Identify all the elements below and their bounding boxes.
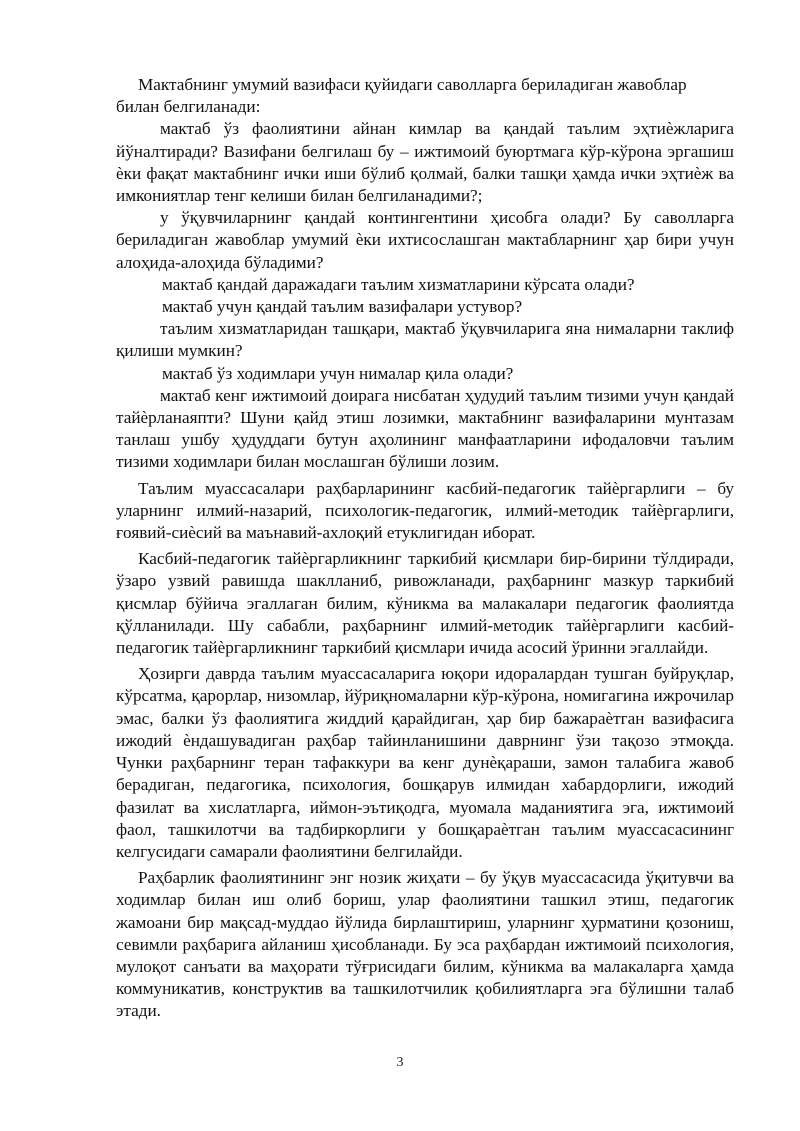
paragraph-leadership: Раҳбарлик фаолиятининг энг нозик жиҳати – бу ўқув муассасасида ўқитувчи ва ходимлар билан иш олиб бориш, улар фаолиятини ташкил этиш, педагогик жамоани бир мақсад-муддао йўлида бирлаштириш, уларнинг ҳурматини қозониш, севимли раҳбарига айланиш ҳисобланади. Бу эса раҳбардан ижтимоий психология, мулоқот санъати ва маҳорати тўғрисидаги билим, кўникма ва малакаларга ҳамда коммуникатив, конструктив ва ташкилотчилик қобилиятларга эга бўлишни талаб этади. [116, 868, 734, 1021]
paragraph-question-1: мактаб ўз фаолиятини айнан кимлар ва қандай таълим эҳтиѐжларига йўналтиради? Вазифани белгилаш бу – ижтимоий буюртмага кўр-кўрона эргашиш ѐки фақат мактабнинг ички иши бўлиб қолмай, балки ташқи ҳамда ички эҳтиѐж ва имкониятлар тенг келиши билан белгиланадими?; [116, 119, 734, 206]
paragraph-question-5: таълим хизматларидан ташқари, мактаб ўқувчиларига яна нималарни таклиф қилиши мумкин? [116, 319, 734, 361]
paragraph-components: Касбий-педагогик тайѐргарликнинг таркибий қисмлари бир-бирини тўлдиради, ўзаро узвий равишда шаклланиб, ривожланади, раҳбарнинг мазкур таркибий қисмлар бўйича эгаллаган билим, кўникма ва малакалари педагогик фаолиятда қўлланилади. Шу сабабли, раҳбарнинг илмий-методик тайѐргарлиги касбий-педагогик тайѐргарликнинг таркибий қисмлари ичида асосий ўринни эгаллайди. [116, 549, 734, 658]
paragraph-question-3: мактаб қандай даражадаги таълим хизматларини кўрсата олади? [162, 274, 635, 294]
paragraph-question-7: мактаб кенг ижтимоий доирага нисбатан ҳудудий таълим тизими учун қандай тайѐрланаяпти? Шуни қайд этиш лозимки, мактабнинг вазифаларини мунтазам танлаш ушбу ҳудуддаги бутун аҳолининг манфаатларини ифодаловчи таълим тизими ходимлари билан мослашган бўлиши лозим. [116, 385, 734, 472]
paragraph-intro: Мактабнинг умумий вазифаси қуйидаги саволларга бериладиган жавоблар билан белгиланади: [116, 75, 687, 117]
paragraph-preparation: Таълим муассасалари раҳбарларининг касбий-педагогик тайѐргарлиги – бу уларнинг илмий-назарий, психологик-педагогик, илмий-методик тайѐргарлиги, ғоявий-сиѐсий ва маънавий-ахлоқий етуклигидан иборат. [116, 478, 734, 543]
paragraph-question-6: мактаб ўз ходимлари учун нималар қила олади? [162, 363, 514, 383]
page-number: 3 [396, 1055, 404, 1070]
paragraph-question-4: мактаб учун қандай таълим вазифалари устувор? [162, 297, 523, 317]
paragraph-modern-era: Ҳозирги даврда таълим муассасаларига юқори идоралардан тушган буйруқлар, кўрсатма, қарорлар, низомлар, йўриқномаларни кўр-кўрона, номигагина ижрочилар эмас, балки ўз фаолиятига жиддий қарайдиган, ҳар бир бажараѐтган вазифасига ижодий ѐндашувадиган раҳбар тайинланишини даврнинг ўзи тақозо этмоқда. Чунки раҳбарнинг теран тафаккури ва кенг дунѐқараши, замон талабига жавоб берадиган, педагогика, психология, бошқарув илмидан хабардорлиги, ижодий фазилат ва хислатларга, иймон-эътиқодга, муомала маданиятига эга, ижтимоий фаол, ташкилотчи ва тадбиркорлиги у бошқараѐтган таълим муассасасининг келгусидаги самарали фаолиятини белгилайди. [116, 664, 734, 861]
paragraph-question-2: у ўқувчиларнинг қандай контингентини ҳисобга олади? Бу саволларга бериладиган жавоблар умумий ѐки ихтисослашган мактабларнинг ҳар бири учун алоҳида-алоҳида бўладими? [116, 208, 734, 272]
document-body [116, 74, 734, 1023]
